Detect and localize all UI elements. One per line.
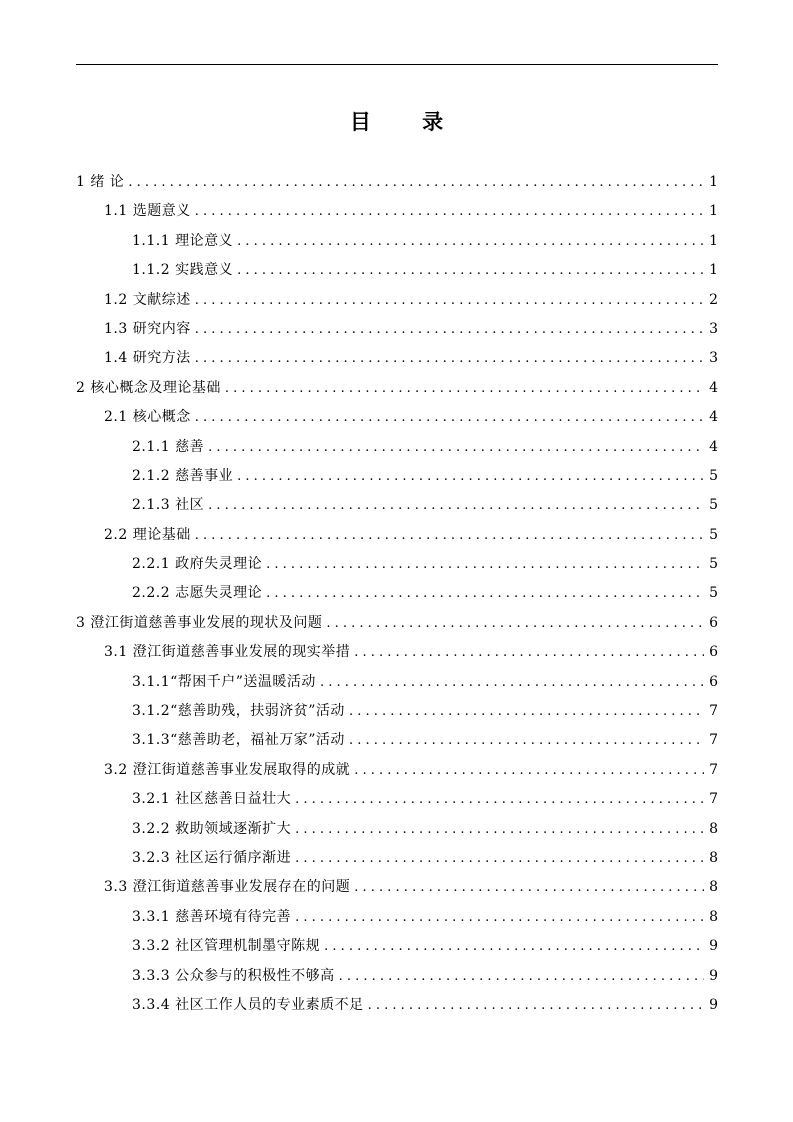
toc-entry[interactable] [76, 344, 718, 373]
toc-entry-label: 2.1.2 慈善事业 [132, 467, 234, 484]
toc-page-number: 8 [709, 849, 718, 866]
toc-page-number: 4 [709, 379, 718, 396]
toc-entry[interactable] [76, 256, 718, 285]
toc-entry[interactable] [76, 550, 718, 579]
toc-entry-label: 2.2.2 志愿失灵理论 [132, 585, 263, 602]
toc-entry-label: 3.1 澄江街道慈善事业发展的现实举措 [104, 644, 351, 661]
toc-entry-label: 3.2.2 救助领域逐渐扩大 [132, 820, 292, 837]
header-rule [76, 64, 718, 65]
toc-page-number: 7 [709, 791, 718, 808]
toc-entry[interactable] [76, 197, 718, 226]
toc-entry-label: 3.3.4 社区工作人员的专业素质不足 [132, 996, 364, 1013]
toc-dot-leader [195, 286, 704, 315]
toc-dot-leader [349, 697, 704, 726]
toc-dot-leader [266, 550, 704, 579]
toc-entry-label: 3.3 澄江街道慈善事业发展存在的问题 [104, 879, 351, 896]
toc-entry-label: 1 绪 论 [76, 174, 125, 190]
toc-entry-label: 2 核心概念及理论基础 [76, 379, 221, 396]
toc-entry-label: 3.1.3“慈善助老，福祉万家”活动 [132, 732, 345, 749]
toc-dot-leader [320, 668, 704, 697]
toc-dot-leader [195, 315, 704, 344]
toc-entry[interactable] [76, 286, 718, 315]
toc-entry[interactable] [76, 785, 718, 814]
toc-dot-leader [225, 374, 704, 403]
toc-entry[interactable] [76, 903, 718, 932]
toc-entry-label: 3.1.1“帮困千户”送温暖活动 [132, 673, 316, 690]
toc-dot-leader [237, 256, 704, 285]
toc-dot-leader [295, 844, 704, 873]
toc-page-number: 6 [709, 673, 718, 690]
toc-entry-label: 2.1 核心概念 [104, 409, 191, 426]
toc-page-number: 5 [709, 585, 718, 602]
toc-page-number: 7 [709, 732, 718, 749]
table-of-contents [76, 168, 718, 1020]
toc-dot-leader [128, 168, 704, 197]
toc-entry-label: 3 澄江街道慈善事业发展的现状及问题 [76, 614, 323, 631]
toc-entry[interactable] [76, 462, 718, 491]
toc-dot-leader [349, 726, 704, 755]
toc-dot-leader [295, 903, 704, 932]
toc-entry[interactable] [76, 932, 718, 961]
toc-page-number: 7 [709, 703, 718, 720]
toc-dot-leader [324, 932, 704, 961]
toc-entry-label: 3.2.1 社区慈善日益壮大 [132, 791, 292, 808]
toc-entry[interactable] [76, 668, 718, 697]
toc-entry-label: 1.1.2 实践意义 [132, 262, 234, 279]
toc-entry[interactable] [76, 227, 718, 256]
toc-entry-label: 2.2 理论基础 [104, 526, 191, 543]
toc-entry-label: 3.2 澄江街道慈善事业发展取得的成就 [104, 761, 351, 778]
toc-dot-leader [295, 815, 704, 844]
toc-entry[interactable] [76, 726, 718, 755]
toc-page-number: 3 [709, 350, 718, 367]
toc-page-number: 8 [709, 820, 718, 837]
toc-page-number: 1 [709, 203, 718, 220]
toc-dot-leader [237, 227, 704, 256]
toc-page-number: 5 [709, 467, 718, 484]
toc-entry-label: 2.1.3 社区 [132, 497, 205, 514]
toc-dot-leader [326, 609, 704, 638]
toc-page-number: 8 [709, 908, 718, 925]
toc-entry[interactable] [76, 873, 718, 902]
toc-dot-leader [195, 197, 704, 226]
page-title: 目 录 [349, 109, 466, 134]
toc-dot-leader [208, 491, 704, 520]
toc-entry-label: 1.1 选题意义 [104, 203, 191, 220]
toc-entry[interactable] [76, 756, 718, 785]
toc-entry[interactable] [76, 374, 718, 403]
toc-dot-leader [237, 462, 704, 491]
toc-entry[interactable] [76, 697, 718, 726]
toc-entry-label: 3.2.3 社区运行循序渐进 [132, 849, 292, 866]
toc-page-number: 7 [709, 761, 718, 778]
toc-entry[interactable] [76, 168, 718, 197]
toc-page-number: 9 [709, 938, 718, 955]
toc-page-number: 3 [709, 320, 718, 337]
toc-dot-leader [295, 785, 704, 814]
toc-entry-label: 1.4 研究方法 [104, 350, 191, 367]
toc-page-number: 9 [709, 967, 718, 984]
toc-entry[interactable] [76, 962, 718, 991]
toc-page-number: 1 [709, 262, 718, 279]
toc-page-number: 1 [709, 232, 718, 249]
toc-entry-label: 1.1.1 理论意义 [132, 232, 234, 249]
toc-dot-leader [354, 756, 704, 785]
toc-entry[interactable] [76, 491, 718, 520]
toc-entry-label: 2.1.1 慈善 [132, 438, 205, 455]
toc-dot-leader [195, 403, 704, 432]
toc-dot-leader [339, 962, 704, 991]
toc-entry-label: 3.3.3 公众参与的积极性不够高 [132, 967, 335, 984]
toc-dot-leader [354, 638, 704, 667]
toc-page-number: 9 [709, 996, 718, 1013]
toc-page-number: 4 [709, 438, 718, 455]
toc-entry[interactable] [76, 991, 718, 1020]
toc-entry[interactable] [76, 844, 718, 873]
toc-page-number: 2 [709, 291, 718, 308]
toc-entry[interactable] [76, 403, 718, 432]
toc-dot-leader [354, 873, 704, 902]
toc-page-number: 6 [709, 644, 718, 661]
toc-entry-label: 1.3 研究内容 [104, 320, 191, 337]
toc-dot-leader [195, 521, 704, 550]
toc-entry[interactable] [76, 521, 718, 550]
toc-page-number: 5 [709, 556, 718, 573]
toc-page-number: 1 [709, 174, 718, 190]
toc-dot-leader [368, 991, 704, 1020]
toc-dot-leader [195, 344, 704, 373]
toc-dot-leader [208, 433, 704, 462]
toc-entry[interactable] [76, 609, 718, 638]
toc-entry-label: 2.2.1 政府失灵理论 [132, 556, 263, 573]
toc-entry[interactable] [76, 433, 718, 462]
toc-entry-label: 3.3.1 慈善环境有待完善 [132, 908, 292, 925]
toc-dot-leader [266, 579, 704, 608]
toc-entry[interactable] [76, 815, 718, 844]
toc-page-number: 4 [709, 409, 718, 426]
toc-page-number: 6 [709, 614, 718, 631]
toc-entry-label: 1.2 文献综述 [104, 291, 191, 308]
toc-entry[interactable] [76, 638, 718, 667]
toc-page-number: 5 [709, 526, 718, 543]
toc-entry[interactable] [76, 579, 718, 608]
toc-entry-label: 3.3.2 社区管理机制墨守陈规 [132, 938, 321, 955]
toc-entry[interactable] [76, 315, 718, 344]
toc-page-number: 5 [709, 497, 718, 514]
toc-entry-label: 3.1.2“慈善助残，扶弱济贫”活动 [132, 703, 345, 720]
toc-page-number: 8 [709, 879, 718, 896]
